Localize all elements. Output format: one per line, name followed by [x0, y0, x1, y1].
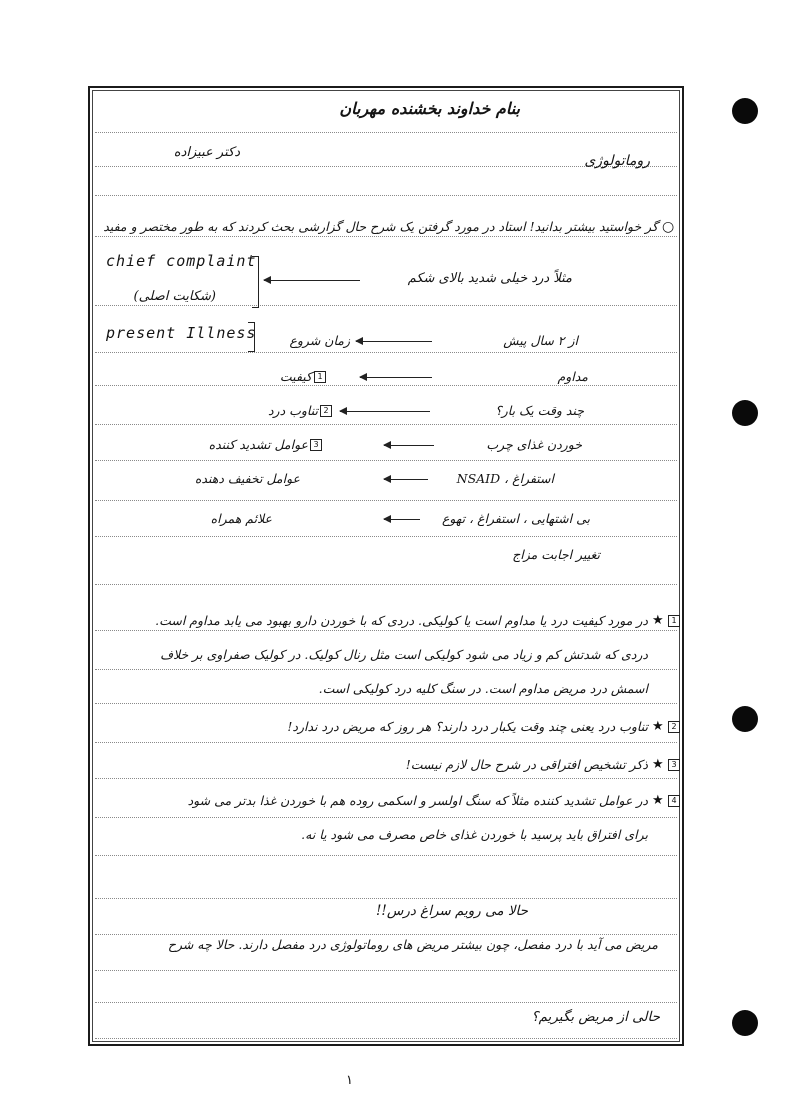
- ruled-line: [95, 424, 677, 425]
- intro-bullet-circle: ○: [662, 219, 675, 235]
- present-row-value: چند وقت یک بار؟: [495, 403, 584, 418]
- note-star-icon: ★: [652, 613, 664, 628]
- ruled-line: [95, 460, 677, 461]
- ruled-line: [95, 817, 677, 818]
- note-star-icon: ★: [652, 719, 664, 734]
- ruled-line: [95, 742, 677, 743]
- ruled-line: [95, 778, 677, 779]
- ruled-line: [95, 584, 677, 585]
- present-row-arrow: [384, 445, 434, 446]
- note-line: برای افتراق باید پرسید با خوردن غذای خاص مصرف می شود یا نه.: [301, 827, 648, 842]
- ruled-line: [95, 934, 677, 935]
- intro-text: گر خواستید بیشتر بدانید! استاد در مورد گرفتن یک شرح حال گزارشی بحث کردند که به طور مختصر و مفید: [103, 219, 658, 234]
- ruled-line: [95, 669, 677, 670]
- present-row-value: بی اشتهایی ، استفراغ ، تهوع: [441, 511, 590, 526]
- present-row-term: عوامل تخفیف دهنده: [194, 471, 300, 486]
- present-row-marker: 3: [310, 439, 322, 451]
- ruled-line: [95, 352, 677, 353]
- present-row-term: علائم همراه: [210, 511, 272, 526]
- page-number: ۱: [346, 1073, 353, 1088]
- subject-name: روماتولوژی: [584, 153, 650, 169]
- punch-hole-bottom: [732, 1010, 758, 1036]
- punch-hole-top: [732, 98, 758, 124]
- ruled-line: [95, 132, 677, 133]
- ruled-line: [95, 195, 677, 196]
- present-row-value: تغییر اجابت مزاج: [512, 547, 600, 562]
- present-row-arrow: [356, 341, 432, 342]
- ruled-line: [95, 236, 677, 237]
- present-row-arrow: [340, 411, 430, 412]
- ruled-line: [95, 500, 677, 501]
- closing-line-2: مریض می آید با درد مفصل، چون بیشتر مریض های روماتولوژی درد مفصل دارند. حالا چه شرح: [167, 937, 658, 952]
- present-row-value: استفراغ ، NSAID: [456, 471, 554, 486]
- present-illness-label: present Illness: [106, 324, 257, 342]
- ruled-line: [95, 385, 677, 386]
- present-row-marker: 1: [314, 371, 326, 383]
- note-star-icon: ★: [652, 793, 664, 808]
- present-row-term: تناوب درد: [267, 403, 318, 418]
- chief-example: مثلاً درد خیلی شدید بالای شکم: [407, 271, 572, 286]
- present-row-term: زمان شروع: [289, 333, 350, 348]
- note-line: در عوامل تشدید کننده مثلاً که سنگ اولسر و اسکمی روده هم با خوردن غذا بدتر می شود: [187, 793, 648, 808]
- note-line: تناوب درد یعنی چند وقت یکبار درد دارند؟ هر روز که مریض درد ندارد!: [287, 719, 648, 734]
- ruled-line: [95, 536, 677, 537]
- present-row-term: عوامل تشدید کننده: [208, 437, 308, 452]
- note-line: در مورد کیفیت درد یا مداوم است یا کولیکی. دردی که با خوردن دارو بهبود می یابد مداوم است.: [155, 613, 648, 628]
- present-row-arrow: [360, 377, 432, 378]
- note-star-icon: ★: [652, 757, 664, 772]
- chief-bracket: [252, 256, 259, 308]
- chief-complaint-label: chief complaint: [106, 252, 257, 270]
- author-name: دکتر عبیزاده: [173, 145, 240, 160]
- ruled-line: [95, 630, 677, 631]
- note-line: دردی که شدتش کم و زیاد می شود کولیکی است مثل رنال کولیک. در کولیک صفراوی بر خلاف: [160, 647, 648, 662]
- ruled-line: [95, 1002, 677, 1003]
- punch-hole-lower-middle: [732, 706, 758, 732]
- chief-complaint-label-fa: (شکایت اصلی): [133, 289, 216, 304]
- present-row-value: مداوم: [557, 369, 588, 384]
- present-row-value: خوردن غذای چرب: [486, 437, 582, 452]
- note-marker: 2: [668, 721, 680, 733]
- present-row-value: از ۲ سال پیش: [503, 333, 578, 348]
- punch-hole-upper-middle: [732, 400, 758, 426]
- closing-line-1: حالا می رویم سراغ درس!!: [375, 903, 528, 919]
- chief-arrow: [264, 280, 360, 281]
- ruled-line: [95, 703, 677, 704]
- ruled-line: [95, 855, 677, 856]
- ruled-line: [95, 898, 677, 899]
- present-row-term: کیفیت: [279, 369, 312, 384]
- closing-line-3: حالی از مریض بگیریم؟: [531, 1009, 660, 1025]
- ruled-line: [95, 970, 677, 971]
- note-marker: 4: [668, 795, 680, 807]
- note-marker: 1: [668, 615, 680, 627]
- page-title: بنام خداوند بخشنده مهربان: [339, 99, 520, 118]
- note-line: اسمش درد مریض مداوم است. در سنگ کلیه درد کولیکی است.: [318, 681, 648, 696]
- note-line: ذکر تشخیص افتراقی در شرح حال لازم نیست!: [405, 757, 648, 772]
- present-row-marker: 2: [320, 405, 332, 417]
- ruled-line: [95, 1038, 677, 1039]
- note-marker: 3: [668, 759, 680, 771]
